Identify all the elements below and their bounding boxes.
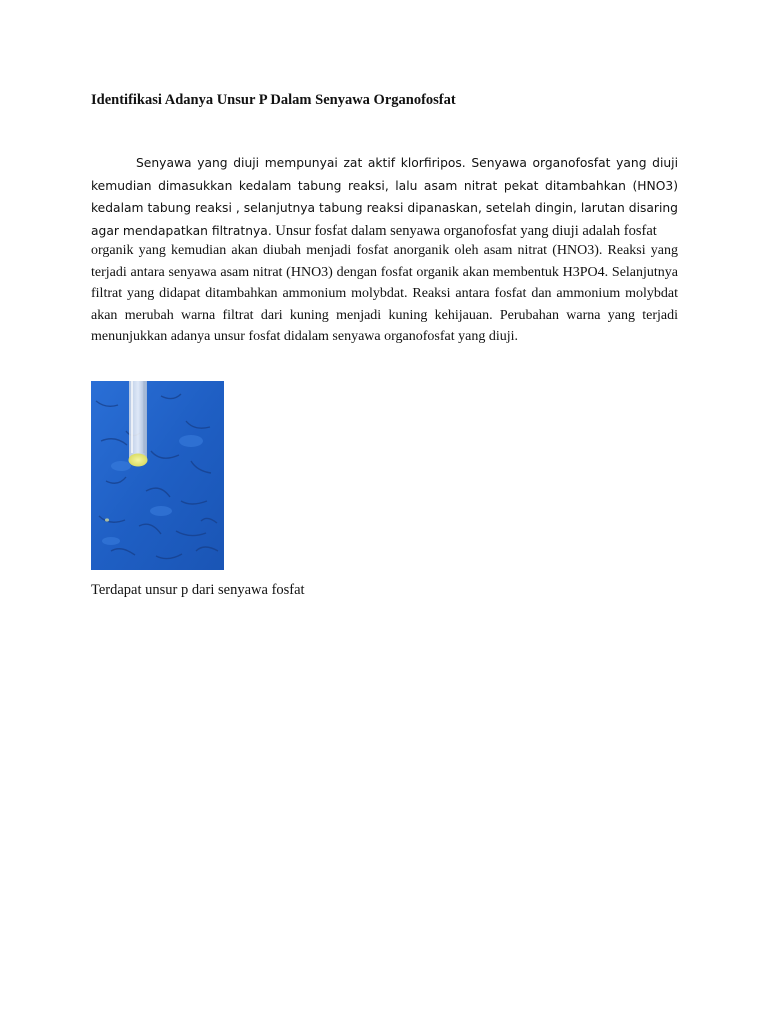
body-paragraph-procedure: [91, 152, 678, 242]
body-paragraph-explanation: organik yang kemudian akan diubah menjadi fosfat anorganik oleh asam nitrat (HNO3). Reaksi yang terjadi antara senyawa asam nitrat (HNO3) dengan fosfat organik akan membentuk H3PO4. Selanjutnya filtrat yang didapat ditambahkan ammonium molybdat. Reaksi antara fosfat dan ammonium molybdat akan merubah warna filtrat dari kuning menjadi kuning kehijauan. Perubahan warna yang terjadi menunjukkan adanya unsur fosfat didalam senyawa organofosfat yang diuji.: [91, 243, 678, 344]
photo-caption: Terdapat unsur p dari senyawa fosfat: [91, 582, 305, 598]
test-tube: [129, 381, 147, 465]
procedure-text-tail: Unsur fosfat dalam senyawa organofosfat yang diuji adalah fosfat: [271, 222, 657, 239]
test-tube-photo: [91, 381, 224, 570]
yellow-filtrate: [129, 454, 148, 467]
page-title: Identifikasi Adanya Unsur P Dalam Senyawa Organofosfat: [91, 92, 456, 108]
procedure-text: Senyawa yang diuji mempunyai zat aktif klorfiripos. Senyawa organofosfat yang diuji kemudian dimasukkan kedalam tabung reaksi, lalu asam nitrat pekat ditambahkan (HNO3) kedalam tabung reaksi , selanjutnya tabung reaksi dipanaskan, setelah dingin, larutan disaring agar mendapatkan filtratnya.: [91, 156, 678, 238]
